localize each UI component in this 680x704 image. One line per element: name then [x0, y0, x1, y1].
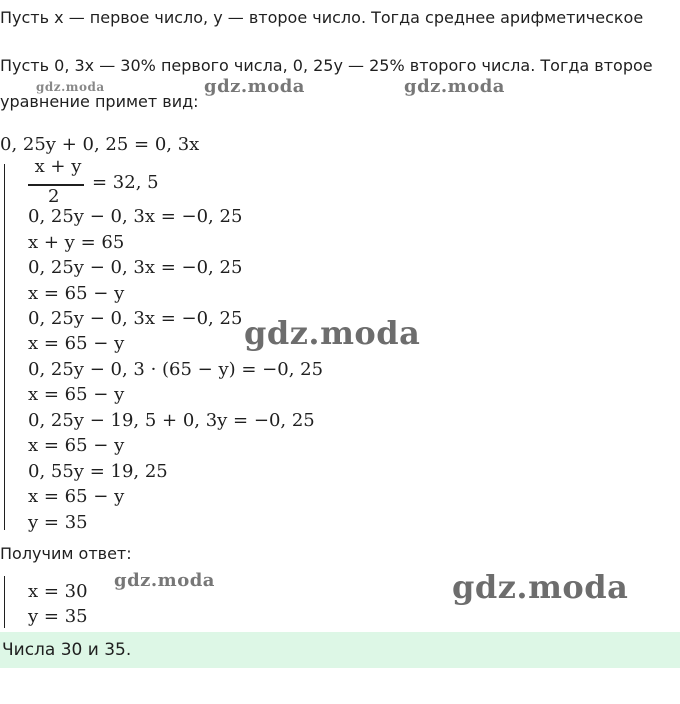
answer-y: y = 35: [28, 606, 88, 627]
equation-6: 0, 25y − 0, 3x = −0, 25: [28, 308, 243, 329]
watermark-small: gdz.moda: [36, 80, 105, 94]
watermark-large-center: gdz.moda: [244, 314, 421, 352]
equation-1: = 32, 5: [92, 172, 159, 193]
answer-x: x = 30: [28, 581, 88, 602]
equation-14: y = 35: [28, 512, 88, 533]
system-brace: [4, 164, 15, 530]
intro-line-3: уравнение примет вид:: [0, 92, 199, 111]
intro-line-1: Пусть x — первое число, y — второе число. Тогда среднее арифметическое: [0, 8, 644, 27]
fraction-denominator: 2: [48, 186, 60, 207]
equation-5: x = 65 − y: [28, 283, 125, 304]
equation-9: x = 65 − y: [28, 384, 125, 405]
fraction-numerator: x + y: [34, 156, 82, 177]
final-answer-box: [0, 632, 680, 668]
equation-3: x + y = 65: [28, 232, 125, 253]
equation-10: 0, 25y − 19, 5 + 0, 3y = −0, 25: [28, 410, 315, 431]
equation-7: x = 65 − y: [28, 333, 125, 354]
answer-brace: [4, 576, 15, 628]
result-label: Получим ответ:: [0, 544, 132, 563]
equation-11: x = 65 − y: [28, 435, 125, 456]
intro-line-2: Пусть 0, 3x — 30% первого числа, 0, 25y — 25% второго числа. Тогда второе: [0, 56, 653, 75]
equation-0: 0, 25y + 0, 25 = 0, 3x: [0, 134, 200, 155]
watermark-mid-3: gdz.moda: [114, 570, 215, 591]
equation-2: 0, 25y − 0, 3x = −0, 25: [28, 206, 243, 227]
equation-4: 0, 25y − 0, 3x = −0, 25: [28, 257, 243, 278]
watermark-mid-2: gdz.moda: [404, 76, 505, 97]
equation-8: 0, 25y − 0, 3 · (65 − y) = −0, 25: [28, 359, 324, 380]
equation-12: 0, 55y = 19, 25: [28, 461, 168, 482]
equation-13: x = 65 − y: [28, 486, 125, 507]
watermark-mid-1: gdz.moda: [204, 76, 305, 97]
watermark-large-right: gdz.moda: [452, 568, 629, 606]
final-answer: Числа 30 и 35.: [2, 640, 132, 660]
